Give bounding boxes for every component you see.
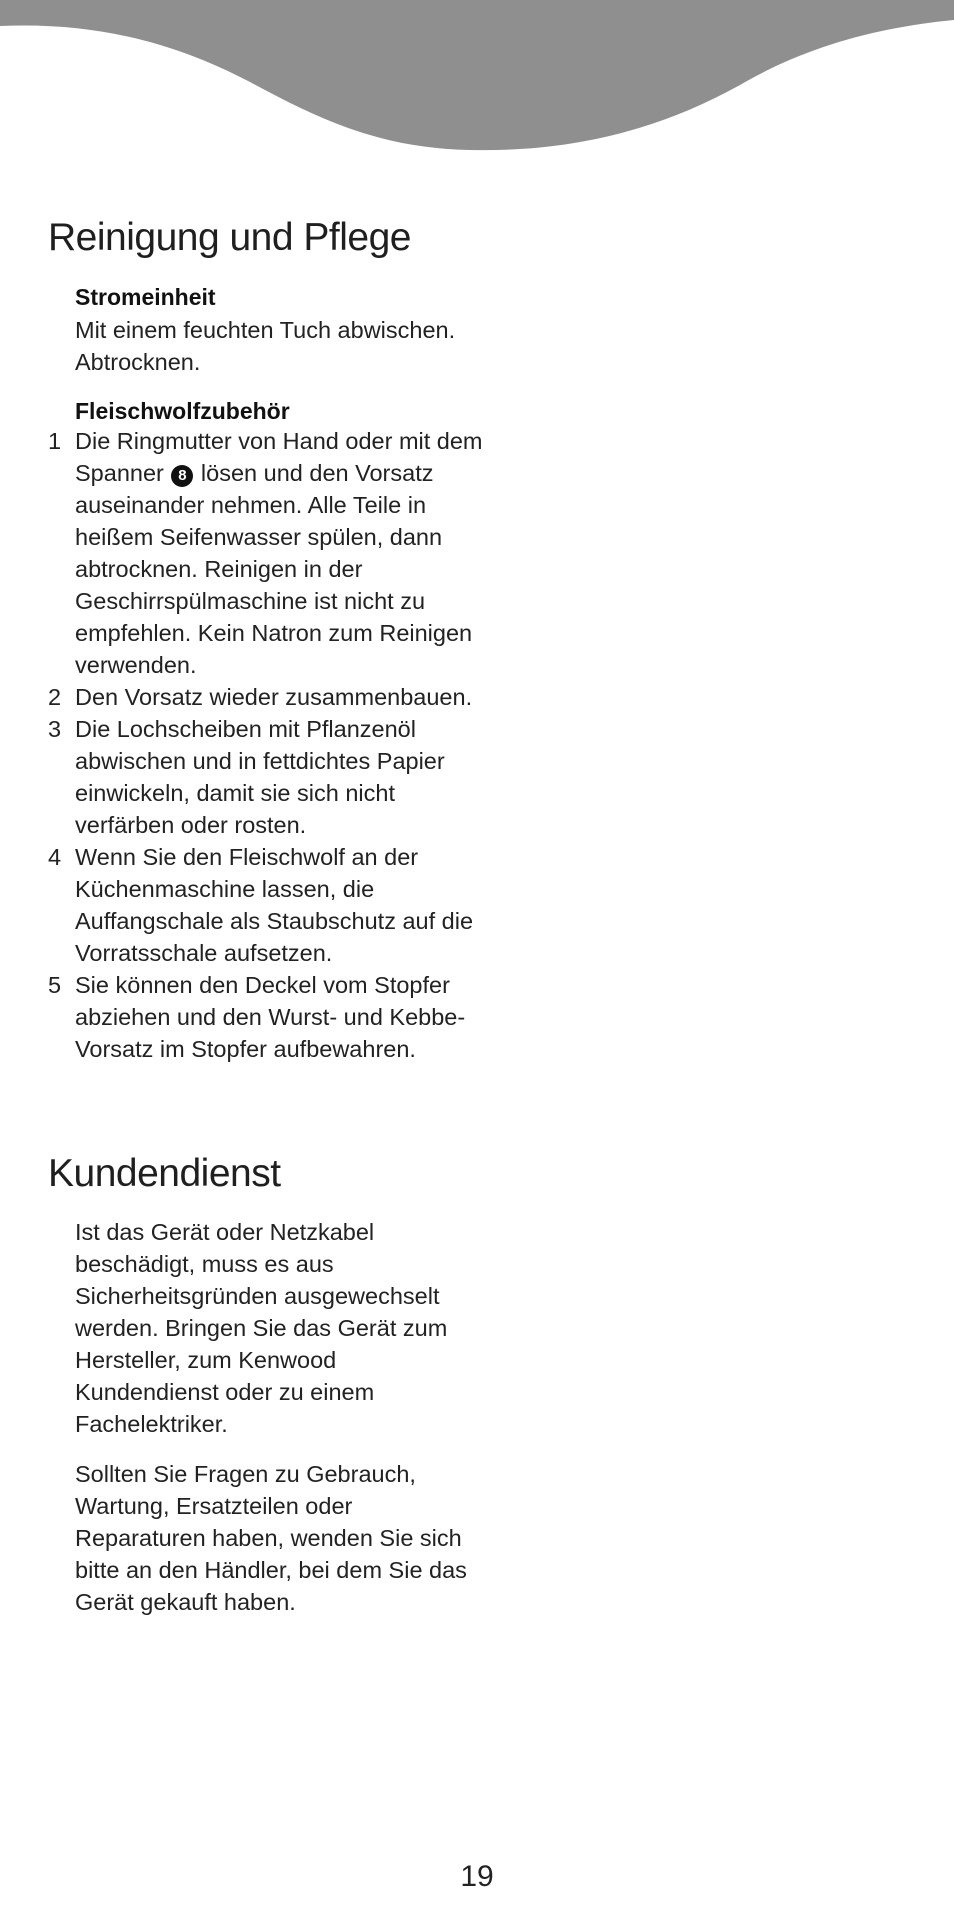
service-paragraph: Sollten Sie Fragen zu Gebrauch, Wartung, Ersatzteilen oder Reparaturen haben, wenden Sie sich bitte an den Händler, bei dem Sie das Gerät gekauft haben. xyxy=(75,1461,467,1615)
service-paragraph: Ist das Gerät oder Netzkabel beschädigt, muss es aus Sicherheitsgründen ausgewechselt werden. Bringen Sie das Gerät zum Hersteller, zum Kenwood Kundendienst oder zu einem Fachelektriker. xyxy=(75,1219,448,1437)
step-item xyxy=(48,681,488,713)
header-wave-shape xyxy=(0,0,954,150)
step-number: 4 xyxy=(48,844,62,870)
page-number: 19 xyxy=(460,1860,494,1893)
power-unit-heading: Stromeinheit xyxy=(75,284,216,310)
step-item xyxy=(48,841,488,969)
step-number: 1 xyxy=(48,428,62,454)
step-text: lösen und den Vorsatz auseinander nehmen. Alle Teile in heißem Seifenwasser spülen, dann abtrocknen. Reinigen in der Geschirrspülmaschine ist nicht zu empfehlen. Kein Natron zum Reinigen verwenden. xyxy=(75,460,473,678)
power-unit-text xyxy=(75,314,475,378)
header-wave-graphic xyxy=(0,0,954,160)
step-text: Wenn Sie den Fleischwolf an der Küchenmaschine lassen, die Auffangschale als Staubschutz auf die Vorratsschale aufsetzen. xyxy=(75,844,474,966)
step-text: Die Lochscheiben mit Pflanzenöl abwischen und in fettdichtes Papier einwickeln, damit sie sich nicht verfärben oder rosten. xyxy=(75,716,445,838)
step-item xyxy=(48,425,488,681)
step-number: 5 xyxy=(48,972,62,998)
power-unit-line: Abtrocknen. xyxy=(75,349,201,375)
step-text: Sie können den Deckel vom Stopfer abziehen und den Wurst- und Kebbe-Vorsatz im Stopfer aufbewahren. xyxy=(75,972,466,1062)
service-heading: Kundendienst xyxy=(48,1152,281,1195)
step-number: 3 xyxy=(48,716,62,742)
step-number: 2 xyxy=(48,684,62,710)
step-item xyxy=(48,713,488,841)
step-text: Die Ringmutter von Hand oder mit dem Spanner xyxy=(75,428,483,486)
step-text: Den Vorsatz wieder zusammenbauen. xyxy=(75,684,473,710)
power-unit-line: Mit einem feuchten Tuch abwischen. xyxy=(75,317,456,343)
cleaning-heading: Reinigung und Pflege xyxy=(48,216,411,259)
mincer-steps-list xyxy=(48,425,488,1065)
mincer-heading: Fleischwolfzubehör xyxy=(75,398,290,424)
step-item xyxy=(48,969,488,1065)
part-reference-badge: 8 xyxy=(171,465,193,487)
